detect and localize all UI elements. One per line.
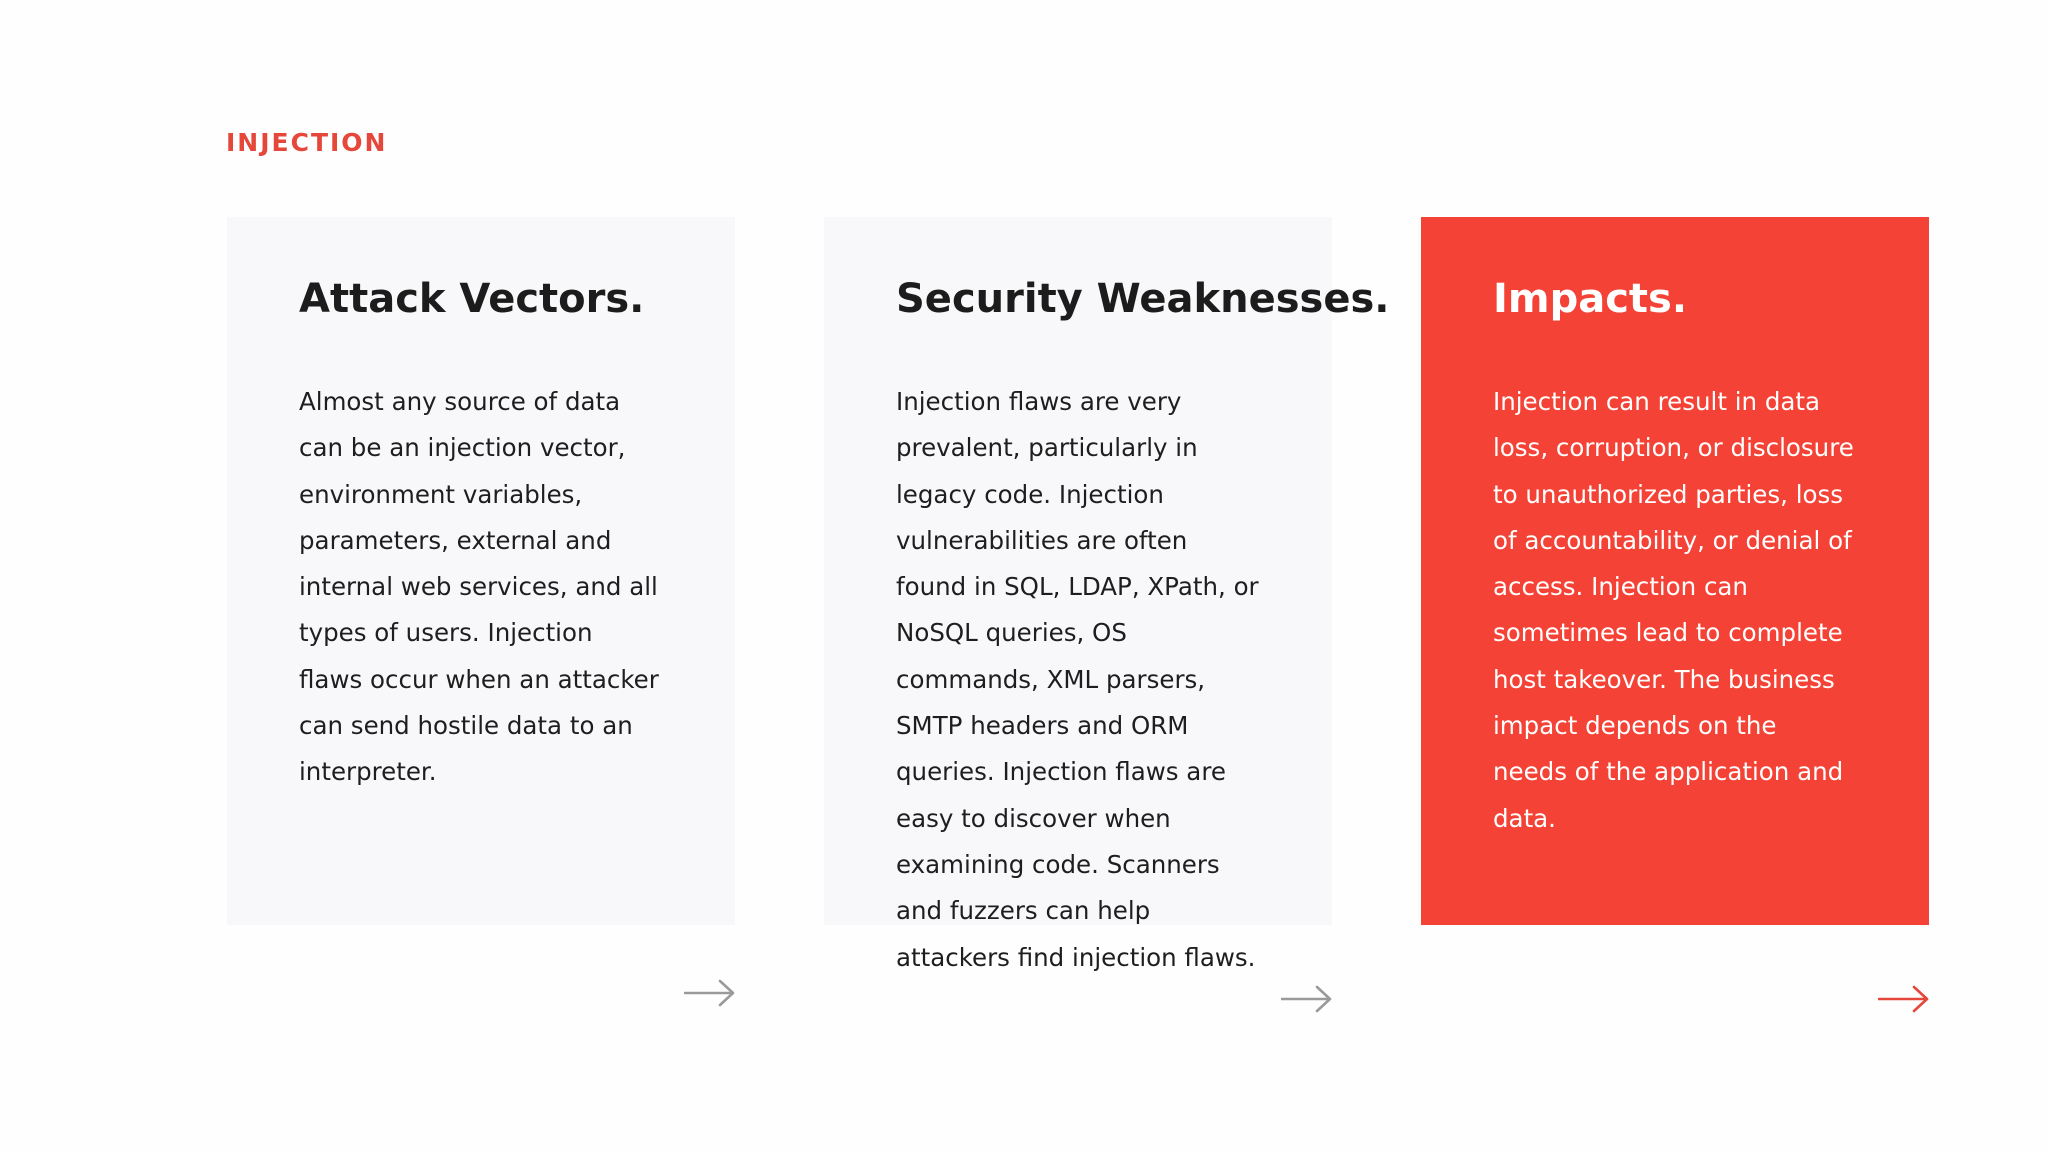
- card-title: Impacts.: [1493, 276, 1688, 322]
- arrow-right-icon[interactable]: [684, 978, 736, 1008]
- card-title: Attack Vectors.: [299, 276, 645, 322]
- card-title: Security Weaknesses.: [896, 276, 1390, 322]
- arrow-right-icon[interactable]: [1281, 984, 1333, 1014]
- arrow-right-icon[interactable]: [1878, 984, 1930, 1014]
- section-label: INJECTION: [226, 128, 388, 157]
- card-body: Injection flaws are very prevalent, particularly in legacy code. Injection vulnerabilities are often found in SQL, LDAP, XPath, or NoSQL queries, OS commands, XML parsers, SMTP headers and ORM queries. Injection flaws are easy to discover when examining code. Scanners and fuzzers can help attackers find injection flaws.: [896, 387, 1259, 972]
- card-security-weaknesses: [824, 217, 1390, 972]
- card-body: Injection can result in data loss, corruption, or disclosure to unauthorized parties, loss of accountability, or denial of access. Injection can sometimes lead to complete host takeover. The business impact depends on the needs of the application and data.: [1493, 387, 1854, 833]
- card-impacts: [1421, 217, 1929, 925]
- card-body: Almost any source of data can be an injection vector, environment variables, parameters, external and internal web services, and all types of users. Injection flaws occur when an attacker can send hostile data to an interpreter.: [299, 387, 659, 787]
- card-attack-vectors: [227, 217, 735, 925]
